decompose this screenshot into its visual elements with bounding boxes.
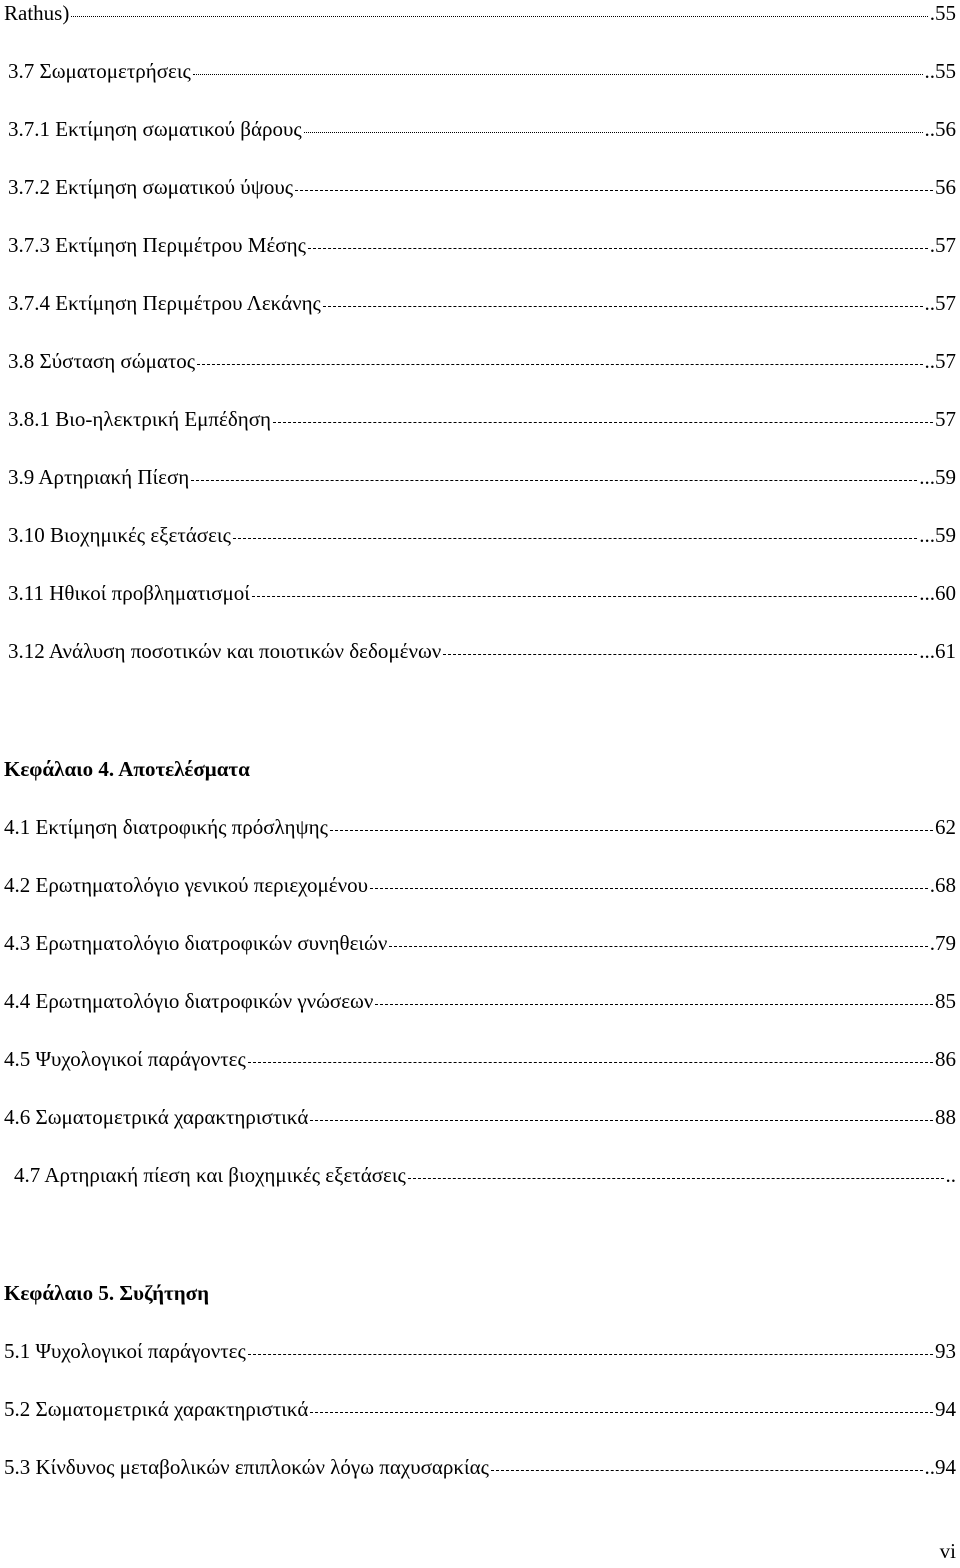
toc-entry-page: .68 <box>929 873 956 897</box>
dot-leader <box>248 1336 933 1358</box>
toc-entry-label: 3.7 Σωματομετρήσεις <box>8 59 191 83</box>
toc-entry <box>8 56 956 86</box>
toc-entry <box>8 404 956 434</box>
dot-leader <box>491 1452 923 1474</box>
toc-entry <box>8 114 956 144</box>
toc-entry-page: .55 <box>929 1 956 25</box>
toc-entry-label: 3.11 Ηθικοί προβληματισμοί <box>8 581 250 605</box>
dot-leader <box>370 870 928 892</box>
toc-entry-label: 3.7.2 Εκτίμηση σωματικού ύψους <box>8 175 294 199</box>
toc-entry-page: 86 <box>935 1047 956 1071</box>
toc-entry-label: 3.8.1 Βιο-ηλεκτρική Εμπέδηση <box>8 407 272 431</box>
toc-entry-page: .. <box>945 1163 956 1187</box>
toc-entry <box>8 230 956 260</box>
chapter-heading: Κεφάλαιο 5. Συζήτηση <box>4 1281 210 1305</box>
toc-entry-page: ...59 <box>919 465 956 489</box>
dot-leader <box>248 1044 933 1066</box>
dot-leader <box>310 1394 933 1416</box>
toc-entry-page: .79 <box>929 931 956 955</box>
toc-entry-page: ...59 <box>919 523 956 547</box>
toc-entry <box>4 1102 956 1132</box>
toc-entry <box>8 636 956 666</box>
toc-entry-label: 3.7.3 Εκτίμηση Περιμέτρου Μέσης <box>8 233 306 257</box>
dot-leader <box>375 986 933 1008</box>
toc-entry <box>4 1336 956 1366</box>
dot-leader <box>252 578 917 600</box>
toc-entry <box>8 288 956 318</box>
toc-entry-label: 5.2 Σωματομετρικά χαρακτηριστικά <box>4 1397 309 1421</box>
toc-entry <box>8 578 956 608</box>
dot-leader <box>443 636 917 658</box>
toc-entry-page: ..94 <box>924 1455 956 1479</box>
page-number: vi <box>939 1539 956 1563</box>
toc-entry-page: 88 <box>935 1105 956 1129</box>
toc-entry <box>4 870 956 900</box>
toc-entry-page: 93 <box>935 1339 956 1363</box>
toc-entry-label: 5.3 Κίνδυνος μεταβολικών επιπλοκών λόγω παχυσαρκίας <box>4 1455 489 1479</box>
toc-entry-page: 62 <box>935 815 956 839</box>
toc-entry-page: ..55 <box>924 59 956 83</box>
toc-entry <box>8 520 956 550</box>
dot-leader <box>71 0 927 20</box>
toc-entry-label: 3.8 Σύσταση σώματος <box>8 349 196 373</box>
toc-entry-label: 4.5 Ψυχολογικοί παράγοντες <box>4 1047 246 1071</box>
dot-leader <box>295 172 933 194</box>
dot-leader <box>304 114 923 136</box>
toc-entry-page: ...60 <box>919 581 956 605</box>
toc-entry-label: 5.1 Ψυχολογικοί παράγοντες <box>4 1339 246 1363</box>
toc-entry <box>14 1160 956 1190</box>
toc-entry <box>4 1394 956 1424</box>
toc-entry-page: ..57 <box>924 349 956 373</box>
toc-entry-page: 56 <box>935 175 956 199</box>
toc-entry <box>4 1452 956 1482</box>
toc-entry-page: 57 <box>935 407 956 431</box>
toc-entry-label: 4.7 Αρτηριακή πίεση και βιοχημικές εξετάσεις <box>14 1163 406 1187</box>
dot-leader <box>191 462 917 484</box>
toc-entry-label: 4.4 Ερωτηματολόγιο διατροφικών γνώσεων <box>4 989 374 1013</box>
toc-entry-page: .57 <box>929 233 956 257</box>
toc-entry-label: 3.10 Βιοχημικές εξετάσεις <box>8 523 231 547</box>
toc-entry <box>4 812 956 842</box>
toc-entry-label: 3.9 Αρτηριακή Πίεση <box>8 465 190 489</box>
dot-leader <box>323 288 923 310</box>
dot-leader <box>273 404 933 426</box>
dot-leader <box>389 928 927 950</box>
toc-entry-label: 3.7.1 Εκτίμηση σωματικού βάρους <box>8 117 302 141</box>
dot-leader <box>233 520 917 542</box>
toc-entry-label: 3.7.4 Εκτίμηση Περιμέτρου Λεκάνης <box>8 291 321 315</box>
toc-entry <box>4 986 956 1016</box>
toc-entry <box>8 346 956 376</box>
toc-entry-page: ...61 <box>919 639 956 663</box>
toc-entry-label: Rathus) <box>4 1 70 25</box>
toc-entry <box>8 462 956 492</box>
toc-entry-page: 85 <box>935 989 956 1013</box>
toc-entry-page: ..57 <box>924 291 956 315</box>
toc-entry <box>4 928 956 958</box>
dot-leader <box>330 812 933 834</box>
toc-entry-label: 4.2 Ερωτηματολόγιο γενικού περιεχομένου <box>4 873 368 897</box>
dot-leader <box>408 1160 944 1182</box>
toc-entry-label: 4.6 Σωματομετρικά χαρακτηριστικά <box>4 1105 309 1129</box>
dot-leader <box>310 1102 933 1124</box>
toc-entry-page: ..56 <box>924 117 956 141</box>
toc-entry-label: 3.12 Ανάλυση ποσοτικών και ποιοτικών δεδομένων <box>8 639 442 663</box>
toc-entry-page: 94 <box>935 1397 956 1421</box>
dot-leader <box>193 56 923 78</box>
dot-leader <box>197 346 922 368</box>
toc-entry <box>4 1044 956 1074</box>
toc-entry <box>4 0 956 28</box>
chapter-heading: Κεφάλαιο 4. Αποτελέσματα <box>4 757 250 781</box>
toc-entry <box>8 172 956 202</box>
toc-entry-label: 4.3 Ερωτηματολόγιο διατροφικών συνηθειών <box>4 931 388 955</box>
toc-entry-label: 4.1 Εκτίμηση διατροφικής πρόσληψης <box>4 815 328 839</box>
dot-leader <box>308 230 928 252</box>
